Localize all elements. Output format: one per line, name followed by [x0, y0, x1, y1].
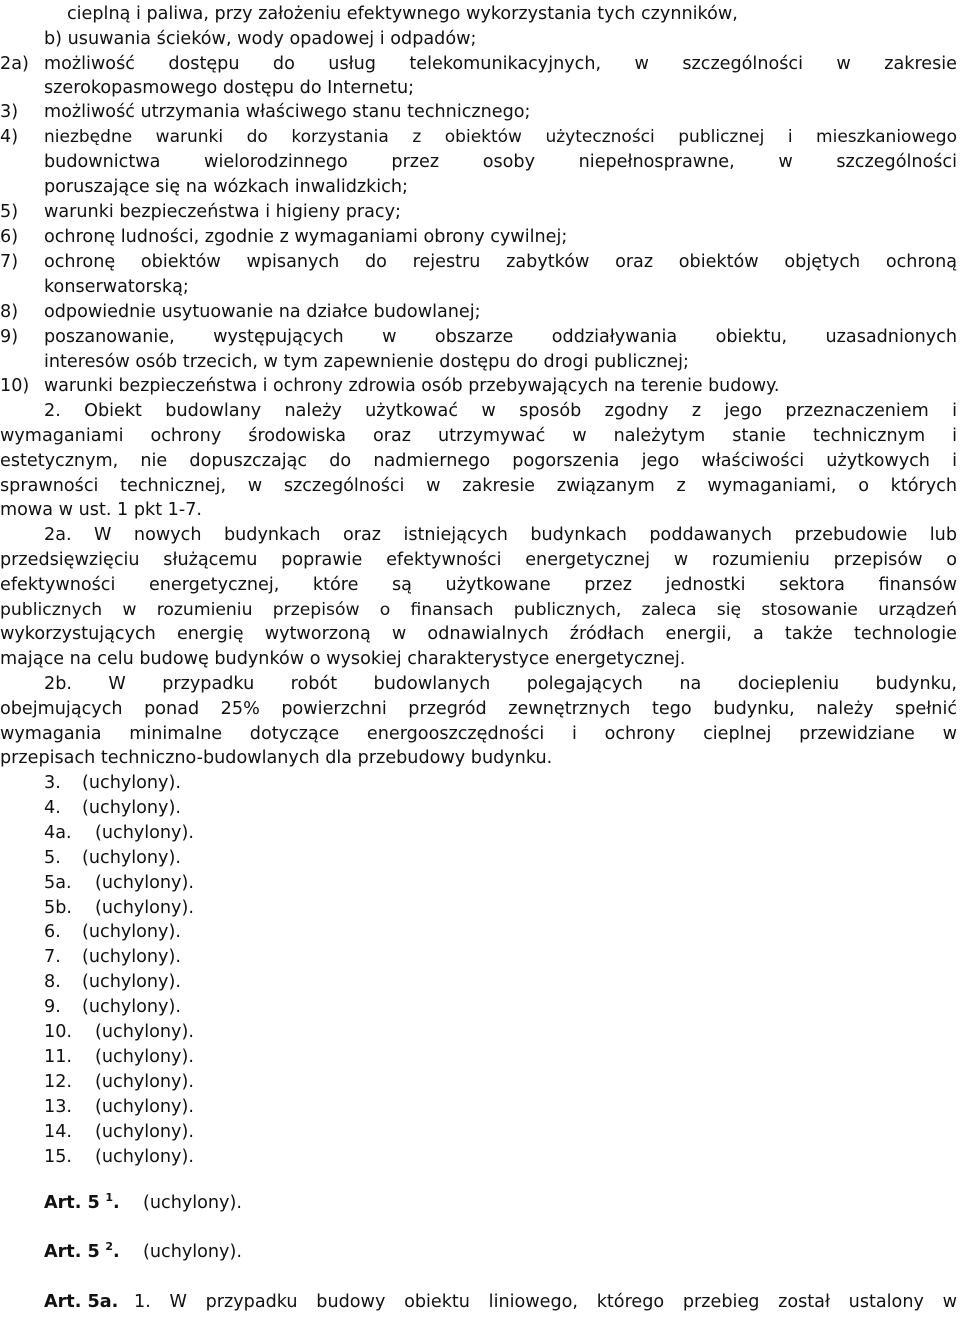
repealed-text: (uchylony). — [82, 997, 181, 1018]
list-text: budownictwa wielorodzinnego przez osoby niepełnosprawne, w szczególności — [44, 152, 957, 172]
repealed-item — [0, 1070, 960, 1095]
line-4 — [0, 76, 960, 101]
article-5-1 — [0, 1191, 960, 1216]
repealed-text: (uchylony). — [82, 922, 181, 943]
repealed-item — [0, 896, 960, 921]
repealed-item — [0, 871, 960, 896]
line-7 — [0, 150, 960, 175]
paragraph-text: przepisach techniczno-budowlanych dla przebudowy budynku. — [0, 748, 553, 768]
repealed-item — [0, 796, 960, 821]
repealed-text: (uchylony). — [95, 1096, 194, 1117]
list-text: możliwość dostępu do usług telekomunikacyjnych, w szczególności w zakresie — [44, 54, 957, 74]
repealed-text: (uchylony). — [82, 947, 181, 968]
item-number: 8) — [0, 302, 19, 322]
repealed-number: 11. — [44, 1046, 72, 1067]
list-text: cieplną i paliwa, przy założeniu efektywnego wykorzystania tych czynników, — [67, 4, 738, 24]
paragraph-text: efektywności energetycznej, które są użytkowane przez jednostki sektora finansów — [0, 575, 957, 595]
repealed-number: 9. — [44, 997, 61, 1018]
repealed-item — [0, 1145, 960, 1170]
repealed-text: (uchylony). — [95, 1071, 194, 1092]
item-6 — [0, 225, 960, 250]
item-9 — [0, 325, 960, 350]
paragraph-text: wymagania minimalne dotyczące energooszczędności i ochrony cieplnej przewidziane w — [0, 724, 957, 744]
article-heading — [44, 1240, 120, 1265]
item-10 — [0, 374, 960, 399]
paragraph-text: 2b. W przypadku robót budowlanych polegających na dociepleniu budynku, — [44, 674, 957, 694]
repealed-item — [0, 995, 960, 1020]
paragraph-2-line — [0, 449, 960, 474]
repealed-text: (uchylony). — [95, 822, 194, 843]
repealed-item — [0, 945, 960, 970]
line-8 — [0, 175, 960, 200]
item-number: 3) — [0, 102, 19, 122]
repealed-text: (uchylony). — [82, 797, 181, 818]
paragraph-text: mające na celu budowę budynków o wysokiej charakterystyce energetycznej. — [0, 649, 686, 669]
repealed-text: (uchylony). — [82, 847, 181, 868]
repealed-item — [0, 821, 960, 846]
repealed-number: 4. — [44, 797, 61, 818]
item-7 — [0, 250, 960, 275]
item-8 — [0, 300, 960, 325]
article-label: Art. 5a. — [44, 1292, 119, 1312]
paragraph-2-line — [0, 424, 960, 449]
list-text: poruszające się na wózkach inwalidzkich; — [44, 177, 408, 197]
line-2 — [0, 27, 960, 52]
paragraph-2b-line — [0, 722, 960, 747]
repealed-text: (uchylony). — [82, 972, 181, 993]
item-number: 7) — [0, 252, 19, 272]
paragraph-2a-line — [0, 647, 960, 672]
list-text: możliwość utrzymania właściwego stanu technicznego; — [44, 102, 531, 122]
repealed-item — [0, 1020, 960, 1045]
paragraph-2b-line — [0, 697, 960, 722]
list-text: ochronę ludności, zgodnie z wymaganiami obrony cywilnej; — [44, 227, 568, 247]
article-label: Art. 5 — [44, 1193, 100, 1213]
paragraph-2a-line — [0, 622, 960, 647]
paragraph-text: wykorzystujących energię wytworzoną w odnawialnych źródłach energii, a także technologie — [0, 624, 957, 644]
paragraph-text: 2a. W nowych budynkach oraz istniejących budynkach poddawanych przebudowie lub — [44, 525, 957, 545]
paragraph-text: publicznych w rozumieniu przepisów o finansach publicznych, zaleca się stosowanie urządzeń — [0, 600, 957, 620]
repealed-text: (uchylony). — [95, 1022, 194, 1042]
list-text: b) usuwania ścieków, wody opadowej i odpadów; — [44, 29, 477, 49]
repealed-number: 5. — [44, 847, 61, 868]
list-text: ochronę obiektów wpisanych do rejestru zabytków oraz obiektów objętych ochroną — [44, 252, 957, 272]
paragraph-text: mowa w ust. 1 pkt 1-7. — [0, 500, 203, 520]
article-text: 1. W przypadku budowy obiektu liniowego, którego przebieg został ustalony w — [134, 1292, 957, 1312]
repealed-number: 13. — [44, 1096, 72, 1117]
repealed-number: 10. — [44, 1022, 72, 1042]
list-text: odpowiednie usytuowanie na działce budowlanej; — [44, 302, 481, 322]
repealed-item — [0, 846, 960, 871]
paragraph-text: estetycznym, nie dopuszczając do nadmiernego pogorszenia jego właściwości użytkowych i — [0, 451, 957, 471]
article-superscript: 1 — [105, 1191, 114, 1204]
list-text: poszanowanie, występujących w obszarze oddziaływania obiektu, uzasadnionych — [44, 327, 957, 347]
item-3 — [0, 100, 960, 125]
paragraph-2-line — [0, 498, 960, 523]
paragraph-2-line — [0, 399, 960, 424]
paragraph-text: 2. Obiekt budowlany należy użytkować w sposób zgodny z jego przeznaczeniem i — [44, 401, 957, 421]
article-superscript: 2 — [105, 1240, 114, 1253]
repealed-item — [0, 1120, 960, 1145]
item-5 — [0, 200, 960, 225]
repealed-number: 12. — [44, 1071, 72, 1092]
repealed-number: 8. — [44, 972, 61, 993]
repealed-text: (uchylony). — [95, 897, 194, 918]
list-text: konserwatorską; — [44, 277, 189, 297]
repealed-item — [0, 771, 960, 796]
repealed-item — [0, 970, 960, 995]
item-number: 2a) — [0, 54, 29, 74]
list-text: niezbędne warunki do korzystania z obiektów użyteczności publicznej i mieszkaniowego — [44, 127, 957, 147]
repealed-text: (uchylony). — [95, 1046, 194, 1067]
paragraph-text: przedsięwzięciu służącemu poprawie efektywności energetycznej w rozumieniu przepisów o — [0, 550, 957, 570]
repealed-text: (uchylony). — [95, 872, 194, 893]
article-text: (uchylony). — [143, 1242, 242, 1262]
line-12 — [0, 275, 960, 300]
paragraph-text: sprawności technicznej, w szczególności w zakresie związanym z wymaganiami, o których — [0, 476, 957, 496]
article-5-2 — [0, 1240, 960, 1265]
list-text: interesów osób trzecich, w tym zapewnienie dostępu do drogi publicznej; — [44, 352, 689, 372]
article-heading — [44, 1191, 120, 1216]
repealed-item — [0, 1095, 960, 1120]
repealed-number: 4a. — [44, 822, 72, 843]
repealed-text: (uchylony). — [82, 773, 181, 793]
paragraph-2b-line — [0, 672, 960, 697]
paragraph-2-line — [0, 474, 960, 499]
article-heading — [44, 1290, 118, 1315]
repealed-number: 15. — [44, 1146, 72, 1167]
repealed-text: (uchylony). — [95, 1146, 194, 1167]
article-label: Art. 5 — [44, 1242, 100, 1262]
paragraph-2a-line — [0, 548, 960, 573]
repealed-text: (uchylony). — [95, 1121, 194, 1142]
article-dot: . — [113, 1193, 120, 1213]
item-number: 5) — [0, 202, 19, 222]
list-text: szerokopasmowego dostępu do Internetu; — [44, 78, 415, 98]
item-2a — [0, 52, 960, 77]
repealed-number: 5b. — [44, 897, 72, 918]
repealed-number: 6. — [44, 922, 61, 943]
list-text: warunki bezpieczeństwa i higieny pracy; — [44, 202, 401, 222]
paragraph-2a-line — [0, 523, 960, 548]
line-15 — [0, 350, 960, 375]
line-1 — [0, 2, 960, 27]
repealed-item — [0, 1045, 960, 1070]
repealed-number: 5a. — [44, 872, 72, 893]
repealed-number: 14. — [44, 1121, 72, 1142]
repealed-item — [0, 920, 960, 945]
item-number: 4) — [0, 127, 19, 147]
paragraph-2a-line — [0, 598, 960, 623]
article-text: (uchylony). — [143, 1193, 242, 1213]
item-number: 9) — [0, 327, 19, 347]
paragraph-text: obejmujących ponad 25% powierzchni przegród zewnętrznych tego budynku, należy spełnić — [0, 699, 957, 719]
repealed-number: 3. — [44, 773, 61, 793]
paragraph-text: wymaganiami ochrony środowiska oraz utrzymywać w należytym stanie technicznym i — [0, 426, 957, 446]
item-4 — [0, 125, 960, 150]
paragraph-2a-line — [0, 573, 960, 598]
item-number: 6) — [0, 227, 19, 247]
item-number: 10) — [0, 376, 30, 396]
article-dot: . — [113, 1242, 120, 1262]
article-5a — [0, 1290, 960, 1315]
paragraph-2b-line — [0, 746, 960, 771]
repealed-number: 7. — [44, 947, 61, 968]
list-text: warunki bezpieczeństwa i ochrony zdrowia osób przebywających na terenie budowy. — [44, 376, 780, 396]
